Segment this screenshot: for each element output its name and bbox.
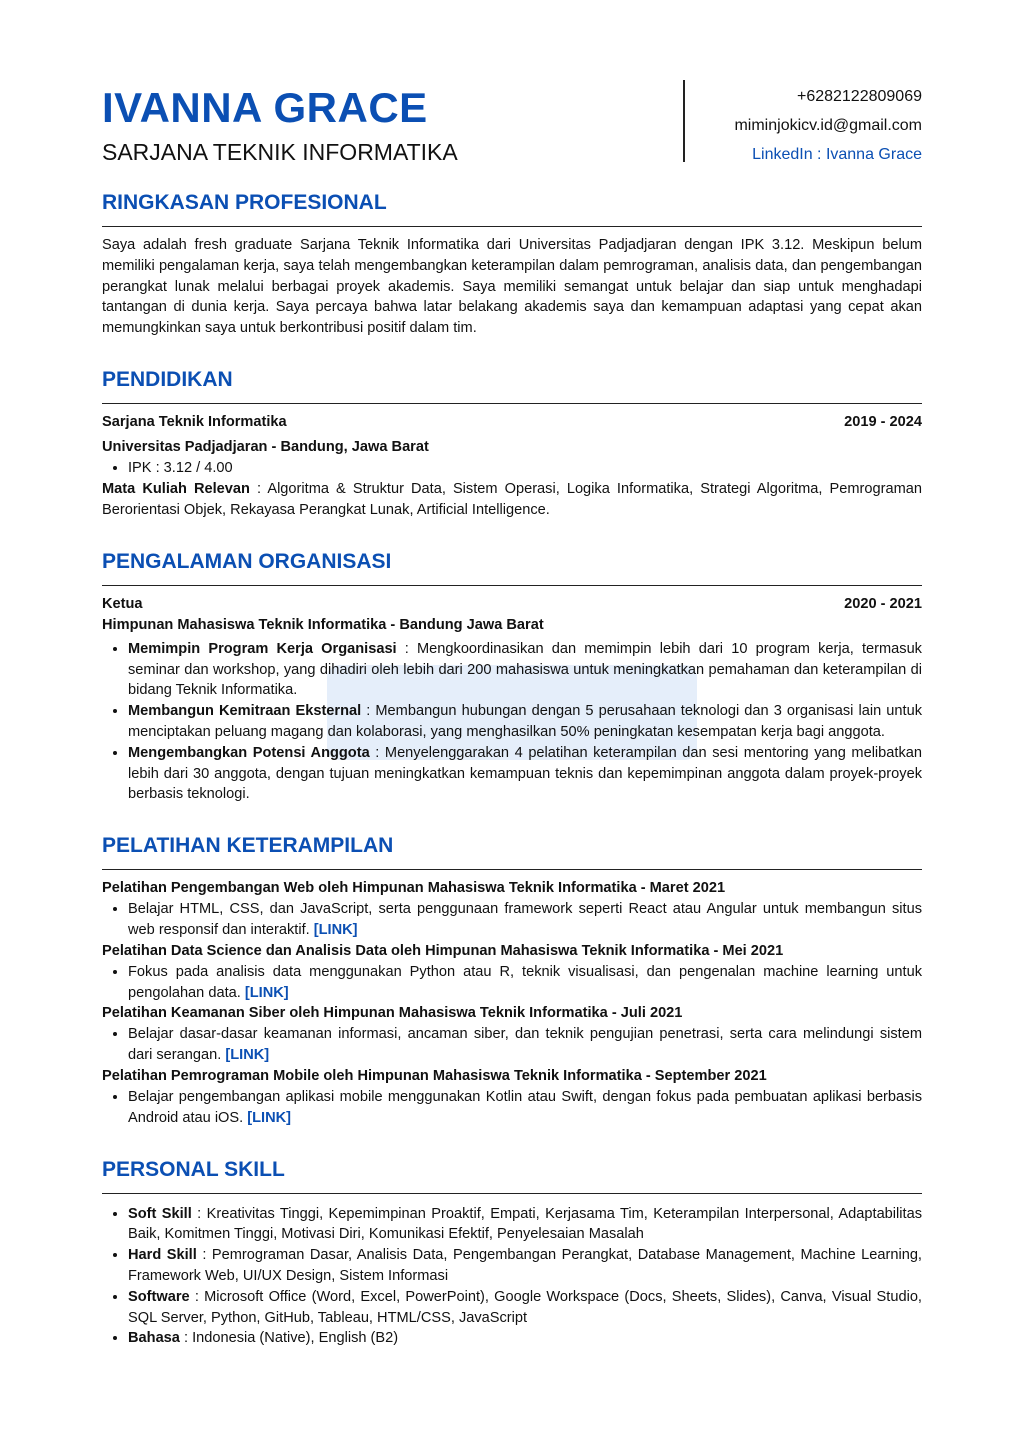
item-text: Fokus pada analisis data menggunakan Python atau R, teknik visualisasi, dan pengenalan machine learning untuk pengolahan data. [128, 963, 922, 1001]
education-row [102, 412, 922, 433]
contact-block [734, 82, 922, 169]
item-text: Belajar pengembangan aplikasi mobile menggunakan Kotlin atau Swift, dengan fokus pada pembuatan aplikasi berbasis Android atau iOS. [128, 1088, 922, 1126]
section-title: PERSONAL SKILL [102, 1157, 922, 1194]
organization-name: Himpunan Mahasiswa Teknik Informatika - Bandung Jawa Barat [102, 616, 544, 633]
training-section [102, 833, 922, 1128]
list-item [128, 899, 922, 941]
degree: Sarjana Teknik Informatika [102, 413, 287, 430]
training-title: Pelatihan Pengembangan Web oleh Himpunan Mahasiswa Teknik Informatika - Maret 2021 [102, 880, 726, 897]
list-item [128, 962, 922, 1004]
item-label: Bahasa [128, 1330, 180, 1347]
list-item [128, 1245, 922, 1287]
training-title: Pelatihan Keamanan Siber oleh Himpunan Mahasiswa Teknik Informatika - Juli 2021 [102, 1005, 683, 1022]
item-label: Hard Skill [128, 1247, 197, 1264]
summary-section [102, 190, 922, 339]
item-label: Membangun Kemitraan Eksternal [128, 703, 362, 720]
item-text: : Menyelenggarakan 4 pelatihan keterampilan dan sesi mentoring yang melibatkan lebih dari 30 anggota, dengan tujuan meningkatkan kemampuan teknis dan kepemimpinan anggota dalam proyek-proyek berbasis teknologi. [128, 744, 922, 803]
item-text: : Indonesia (Native), English (B2) [179, 1330, 399, 1347]
item-label: Memimpin Program Kerja Organisasi [128, 640, 397, 657]
job-title: SARJANA TEKNIK INFORMATIKA [102, 139, 458, 165]
courses-text: : Algoritma & Struktur Data, Sistem Operasi, Logika Informatika, Strategi Algoritma, Pemrograman Berorientasi Objek, Rekayasa Perangkat Lunak, Artificial Intelligence. [102, 480, 922, 518]
list-item [128, 1287, 922, 1329]
training-list [102, 962, 922, 1004]
item-text: : Mengkoordinasikan dan memimpin lebih dari 10 program kerja, termasuk seminar dan workshop, yang dihadiri oleh lebih dari 200 mahasiswa untuk meningkatkan pemahaman dan keterampilan di bidang Teknik Informatika. [128, 640, 922, 699]
item-label: Mengembangkan Potensi Anggota [128, 744, 370, 761]
training-link[interactable]: [LINK] [313, 921, 358, 938]
phone: +6282122809069 [796, 88, 922, 105]
item-text: : Pemrograman Dasar, Analisis Data, Pengembangan Perangkat, Database Management, Machine Learning, Framework Web, UI/UX Design, Sistem Informasi [128, 1247, 922, 1284]
full-name: IVANNA GRACE [102, 84, 428, 131]
list-item [128, 1328, 922, 1349]
resume-page [102, 78, 922, 1349]
item-text: : Kreativitas Tinggi, Kepemimpinan Proaktif, Empati, Kerjasama Tim, Keterampilan Interpersonal, Adaptabilitas Baik, Komitmen Tinggi, Motivasi Diri, Komunikasi Efektif, Penyelesaian Masalah [128, 1205, 922, 1243]
organization-row [102, 594, 922, 615]
list-item [128, 1087, 922, 1129]
skills-list [102, 1204, 922, 1350]
education-section [102, 367, 922, 521]
list-item [128, 1024, 922, 1066]
training-link[interactable]: [LINK] [247, 1109, 292, 1126]
training-link[interactable]: [LINK] [244, 984, 289, 1001]
item-text: : Membangun hubungan dengan 5 perusahaan teknologi dan 3 organisasi lain untuk menciptakan peluang magang dan kolaborasi, yang menghasilkan 50% peningkatan kesempatan kerja bagi anggota. [128, 703, 922, 740]
section-title: PENGALAMAN ORGANISASI [102, 549, 922, 586]
item-label: Soft Skill [128, 1205, 192, 1222]
training-title: Pelatihan Data Science dan Analisis Data oleh Himpunan Mahasiswa Teknik Informatika - Mei 2021 [102, 942, 784, 959]
education-years: 2019 - 2024 [844, 413, 922, 430]
list-item [128, 701, 922, 743]
organization-section [102, 549, 922, 805]
item-text: Belajar HTML, CSS, dan JavaScript, serta penggunaan framework seperti React atau Angular untuk membangun situs web responsif dan interaktif. [128, 901, 922, 938]
header [102, 78, 922, 190]
item-text: Belajar dasar-dasar keamanan informasi, ancaman siber, dan teknik pengujian penetrasi, serta cara melindungi sistem dari serangan. [128, 1026, 922, 1064]
organization-list [102, 639, 922, 805]
role: Ketua [102, 595, 143, 612]
training-title: Pelatihan Pemrograman Mobile oleh Himpunan Mahasiswa Teknik Informatika - September 2021 [102, 1067, 767, 1084]
list-item [128, 1204, 922, 1246]
education-list [102, 458, 922, 479]
header-divider [683, 80, 685, 162]
courses-label: Mata Kuliah Relevan [102, 480, 250, 497]
item-text: : Microsoft Office (Word, Excel, PowerPoint), Google Workspace (Docs, Sheets, Slides), Canva, Visual Studio, SQL Server, Python, GitHub, Tableau, HTML/CSS, JavaScript [128, 1288, 922, 1326]
skills-section [102, 1157, 922, 1350]
section-title: RINGKASAN PROFESIONAL [102, 190, 922, 227]
summary-text: Saya adalah fresh graduate Sarjana Teknik Informatika dari Universitas Padjadjaran dengan IPK 3.12. Meskipun belum memiliki pengalaman kerja, saya telah mengembangkan keterampilan dalam pemrograman, analisis data, dan pengembangan perangkat lunak melalui berbagai proyek akademis. Saya memiliki semangat untuk belajar dan siap untuk menghadapi tantangan di dunia kerja. Saya percaya bahwa latar belakang akademis saya dan kemampuan adaptasi yang cepat akan memungkinkan saya untuk berkontribusi positif dalam tim. [102, 237, 922, 337]
training-list [102, 1024, 922, 1066]
school: Universitas Padjadjaran - Bandung, Jawa Barat [102, 438, 429, 455]
section-title: PENDIDIKAN [102, 367, 922, 404]
email: miminjokicv.id@gmail.com [734, 117, 922, 134]
linkedin-link[interactable]: LinkedIn : Ivanna Grace [752, 146, 922, 163]
training-list [102, 899, 922, 941]
training-list [102, 1087, 922, 1129]
list-item [128, 743, 922, 805]
courses [102, 479, 922, 521]
training-link[interactable]: [LINK] [225, 1047, 270, 1064]
list-item [128, 639, 922, 701]
ipk: • IPK : 3.12 / 4.00 [128, 458, 922, 479]
item-label: Software [128, 1288, 190, 1305]
section-title: PELATIHAN KETERAMPILAN [102, 833, 922, 870]
organization-years: 2020 - 2021 [844, 595, 922, 612]
